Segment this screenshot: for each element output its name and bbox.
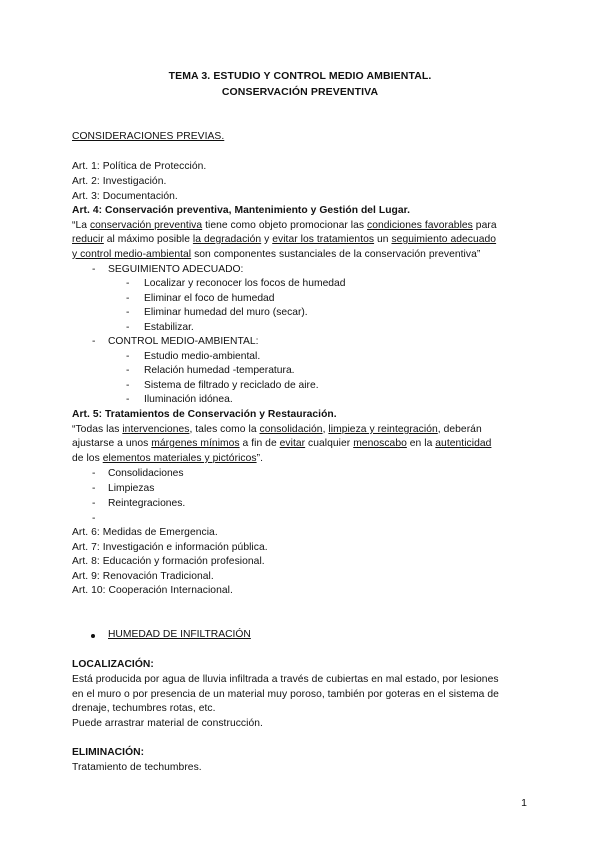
text-run: para [472,220,497,231]
list-item: Sistema de filtrado y reciclado de aire. [144,380,319,391]
text-run: , tales como la [189,424,260,435]
article-4-heading: Art. 4: Conservación preventiva, Mantenimiento y Gestión del Lugar. [72,205,411,216]
text-run: son componentes sustanciales de la conservación preventiva” [191,249,481,260]
paragraph-line: Puede arrastrar material de construcción. [72,718,263,729]
list-dash: - [92,468,96,479]
list-dash: - [126,394,130,405]
text-run: tiene como objeto promocionar las [202,220,368,231]
article-2: Art. 2: Investigación. [72,176,167,187]
list-dash: - [92,513,96,524]
art5-quote-line-2 [72,437,491,451]
list-item: Localizar y reconocer los focos de humedad [144,278,346,289]
article-1: Art. 1: Política de Protección. [72,161,207,172]
text-run: , deberán [437,424,482,435]
list-item: Reintegraciones. [108,498,186,509]
eliminacion-heading: ELIMINACIÓN: [72,747,145,758]
paragraph-line: Está producida por agua de lluvia infiltrada a través de cubiertas en mal estado, por lesiones [72,674,499,685]
list-dash: - [126,322,130,333]
list-dash: - [126,293,130,304]
list-dash: - [92,498,96,509]
list-dash: - [126,278,130,289]
art4-quote-line-1 [72,219,497,233]
paragraph-line: en el muro o por presencia de un material muy poroso, también por goteras en el sistema de [72,689,499,700]
section-heading: CONSIDERACIONES PREVIAS. [72,131,225,142]
text-run-underlined: menoscabo [353,438,407,449]
article-3: Art. 3: Documentación. [72,191,178,202]
list-dash: - [92,483,96,494]
text-run: cualquier [305,438,354,449]
list-dash: - [92,336,96,347]
list-item: Eliminar el foco de humedad [144,293,275,304]
article-8: Art. 8: Educación y formación profesional. [72,556,265,567]
text-run-underlined: consolidación [259,424,323,435]
list-dash: - [126,380,130,391]
text-run: “Todas las [72,424,123,435]
bullet-dot [91,634,95,638]
text-run: un [374,234,392,245]
list-item: Estudio medio-ambiental. [144,351,261,362]
bullet-heading: HUMEDAD DE INFILTRACIÓN [108,629,251,640]
text-run-underlined: reducir [72,234,104,245]
list-item: Relación humedad -temperatura. [144,365,295,376]
text-run: ”. [256,453,263,464]
text-run-underlined: limpieza y reintegración [328,424,438,435]
text-run: y [261,234,273,245]
article-7: Art. 7: Investigación e información pública. [72,542,268,553]
doc-title-line-2: CONSERVACIÓN PREVENTIVA [221,86,379,98]
localizacion-heading: LOCALIZACIÓN: [72,659,154,670]
article-10: Art. 10: Cooperación Internacional. [72,585,233,596]
page-number: 1 [521,797,527,809]
text-run-underlined: intervenciones [122,424,190,435]
doc-title-line-1: TEMA 3. ESTUDIO Y CONTROL MEDIO AMBIENTAL. [168,70,432,82]
text-run-underlined: y control medio-ambiental [72,249,192,260]
list-dash: - [92,264,96,275]
article-9: Art. 9: Renovación Tradicional. [72,571,214,582]
text-run: a fin de [239,438,280,449]
list-item: Estabilizar. [144,322,194,333]
text-run-underlined: condiciones favorables [367,220,473,231]
group2-label: CONTROL MEDIO-AMBIENTAL: [108,336,259,347]
group1-label: SEGUIMIENTO ADECUADO: [108,264,244,275]
list-item: Limpiezas [108,483,155,494]
text-run-underlined: elementos materiales y pictóricos [102,453,257,464]
text-run: en la [406,438,436,449]
list-dash: - [126,351,130,362]
paragraph-line: Tratamiento de techumbres. [72,762,202,773]
list-item: Eliminar humedad del muro (secar). [144,307,308,318]
text-run-underlined: autenticidad [435,438,492,449]
list-item: Iluminación idónea. [144,394,233,405]
text-run: al máximo posible [103,234,193,245]
text-run: “La [72,220,90,231]
text-run-underlined: márgenes mínimos [151,438,240,449]
text-run: de los [72,453,103,464]
list-item: Consolidaciones [108,468,184,479]
article-5-heading: Art. 5: Tratamientos de Conservación y Restauración. [72,409,337,420]
text-run: ajustarse a unos [72,438,152,449]
art5-quote-line-3 [72,452,263,466]
text-run-underlined: evitar los tratamientos [272,234,375,245]
text-run-underlined: seguimiento adecuado [391,234,497,245]
paragraph-line: drenaje, techumbres rotas, etc. [72,703,216,714]
text-run-underlined: evitar [279,438,306,449]
art4-quote-line-3 [72,248,480,262]
list-dash: - [126,307,130,318]
article-6: Art. 6: Medidas de Emergencia. [72,527,218,538]
art4-quote-line-2 [72,233,496,247]
text-run-underlined: la degradación [192,234,262,245]
text-run-underlined: conservación preventiva [89,220,203,231]
text-run: , [322,424,329,435]
list-dash: - [126,365,130,376]
art5-quote-line-1 [72,423,482,437]
